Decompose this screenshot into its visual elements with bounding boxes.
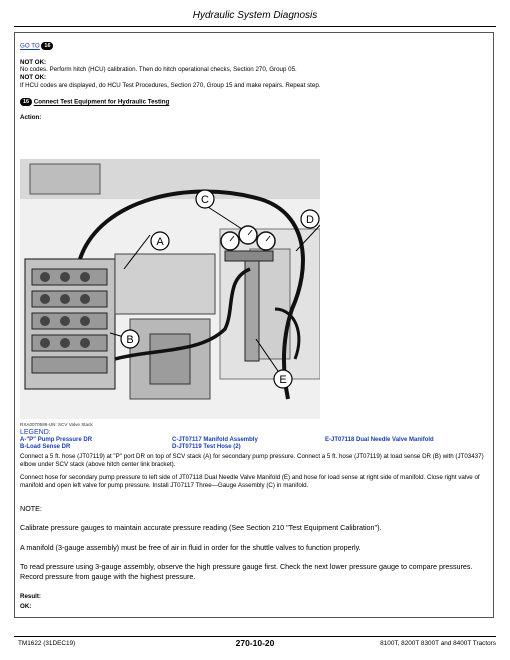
not-ok-text-1: No codes. Perform hitch (HCU) calibration. Then do hitch operational checks, Section 270, Group 05. — [20, 66, 297, 73]
instruction-paragraph-2: Connect hose for secondary pump pressure to left side of JT07118 Dual Needle Valve Manifold (E) and hose for load sense at right side of manifold. Close right valve of manifold and open left valve for pump pressure. Install JT07117 Three—Gauge Assembly (C) in manifold. — [20, 474, 480, 489]
scv-valve-stack-figure — [20, 159, 320, 419]
action-label: Action: — [20, 114, 42, 121]
callout-c: C — [201, 194, 209, 206]
callout-d: D — [306, 214, 314, 226]
not-ok-label-2: NOT OK: — [20, 74, 47, 81]
instruction-paragraph-1: Connect a 5 ft. hose (JT07119) at "P" port DR on top of SCV stack (A) for secondary pump pressure. Connect a 5 ft. hose (JT07119) at load sense DR (B) with (JT03437) elbow under SCV stack (above hitch center link bracket). — [20, 453, 484, 468]
goto-step-link[interactable] — [20, 42, 53, 51]
figure-caption: RXA0070586-UN: SCV Valve Stack — [20, 422, 93, 427]
result-label: Result: — [20, 593, 41, 600]
legend-item-d: D-JT07119 Test Hose (2) — [172, 444, 241, 450]
callout-e: E — [279, 374, 287, 386]
note-paragraph-3: To read pressure using 3-gauge assembly, observe the high pressure gauge first. Check the next lower pressure gauge to compare pressures. Record pressure from gauge with the highest pressure. — [20, 562, 473, 581]
legend-title: LEGEND: — [20, 429, 51, 436]
page-header-title: Hydraulic System Diagnosis — [192, 10, 318, 21]
step-number-badge: 16 — [20, 98, 32, 106]
note-paragraph-1: Calibrate pressure gauges to maintain accurate pressure reading (See Section 210 "Test Equipment Calibration"). — [20, 523, 382, 532]
step-heading — [20, 98, 169, 107]
footer-divider — [14, 636, 496, 637]
goto-text[interactable]: GO TO — [20, 42, 40, 50]
note-paragraph-2: A manifold (3-gauge assembly) must be free of air in fluid in order for the shuttle valves to function properly. — [20, 543, 361, 552]
content-frame — [14, 32, 494, 618]
callout-a: A — [156, 236, 164, 248]
legend-item-c: C-JT07117 Manifold Assembly — [172, 437, 258, 443]
header-divider — [14, 26, 496, 27]
step-title: Connect Test Equipment for Hydraulic Testing — [33, 98, 170, 106]
legend-item-a: A-"P" Pump Pressure DR — [20, 437, 93, 443]
not-ok-label-1: NOT OK: — [20, 59, 47, 66]
ok-label: OK: — [20, 603, 32, 610]
not-ok-text-2: If HCU codes are displayed, do HCU Test Procedures, Section 270, Group 15 and make repairs. Repeat step. — [20, 82, 321, 89]
footer-page-number: 270-10-20 — [235, 638, 275, 648]
legend-item-e: E-JT07118 Dual Needle Valve Manifold — [325, 437, 434, 443]
note-label: NOTE: — [20, 504, 42, 513]
callout-b: B — [126, 334, 134, 346]
goto-step-badge[interactable]: 16 — [41, 42, 53, 50]
footer-doc-id: TM1622 (31DEC19) — [18, 640, 76, 647]
legend-item-b: B-Load Sense DR — [20, 444, 71, 450]
footer-models: 8100T, 8200T 8300T and 8400T Tractors — [380, 640, 496, 647]
